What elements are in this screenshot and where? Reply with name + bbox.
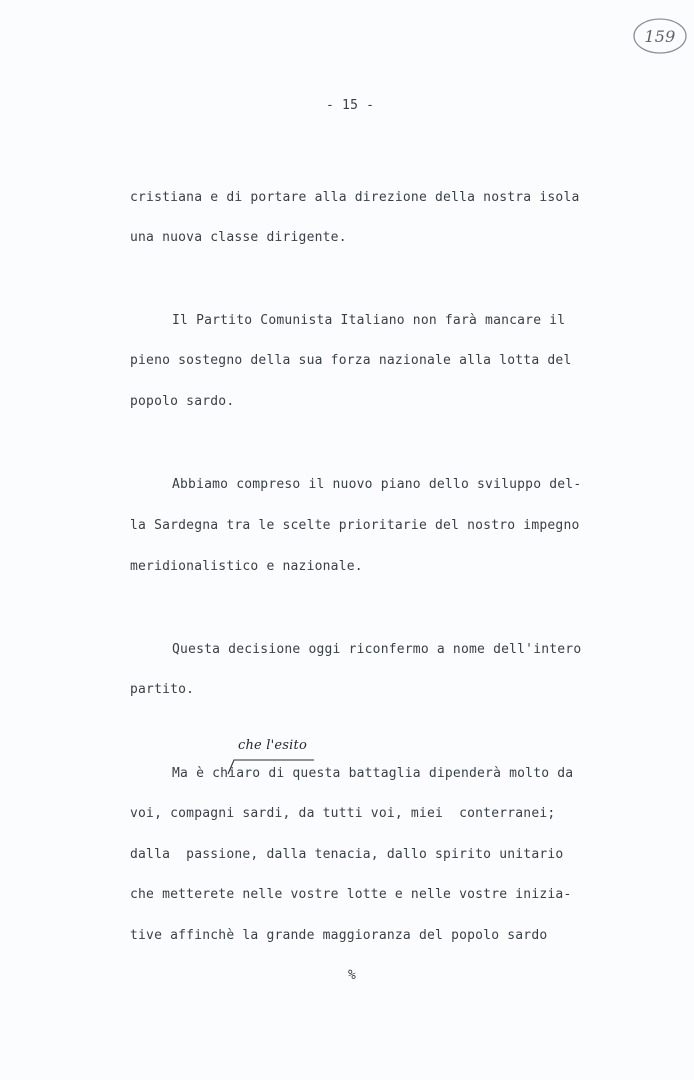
archive-circle <box>632 16 688 56</box>
text-line: voi, compagni sardi, da tutti voi, miei conterranei; <box>130 806 556 821</box>
text-line: la Sardegna tra le scelte prioritarie del nostro impegno <box>130 518 580 533</box>
text-line: cristiana e di portare alla direzione della nostra isola <box>130 190 580 205</box>
text-line: meridionalistico e nazionale. <box>130 559 363 574</box>
continuation-mark: % <box>348 968 357 983</box>
archive-number: 159 <box>644 27 676 46</box>
handwritten-insertion: che l'esito <box>238 738 307 753</box>
text-line: Ma è chiaro di questa battaglia dipenderà molto da <box>172 766 574 781</box>
text-line: una nuova classe dirigente. <box>130 230 347 245</box>
text-line: dalla passione, dalla tenacia, dallo spirito unitario <box>130 847 564 862</box>
text-line: Il Partito Comunista Italiano non farà mancare il <box>172 313 566 328</box>
text-line: tive affinchè la grande maggioranza del popolo sardo <box>130 928 548 943</box>
text-line: pieno sostegno della sua forza nazionale alla lotta del <box>130 353 572 368</box>
text-line: popolo sardo. <box>130 394 235 409</box>
page-number: - 15 - <box>326 98 375 113</box>
text-line: Abbiamo compreso il nuovo piano dello sviluppo del- <box>172 477 582 492</box>
text-line: partito. <box>130 682 195 697</box>
archive-number-stamp <box>632 16 688 56</box>
text-line: Questa decisione oggi riconfermo a nome dell'intero <box>172 642 582 657</box>
text-line: che metterete nelle vostre lotte e nelle vostre inizia- <box>130 887 572 902</box>
